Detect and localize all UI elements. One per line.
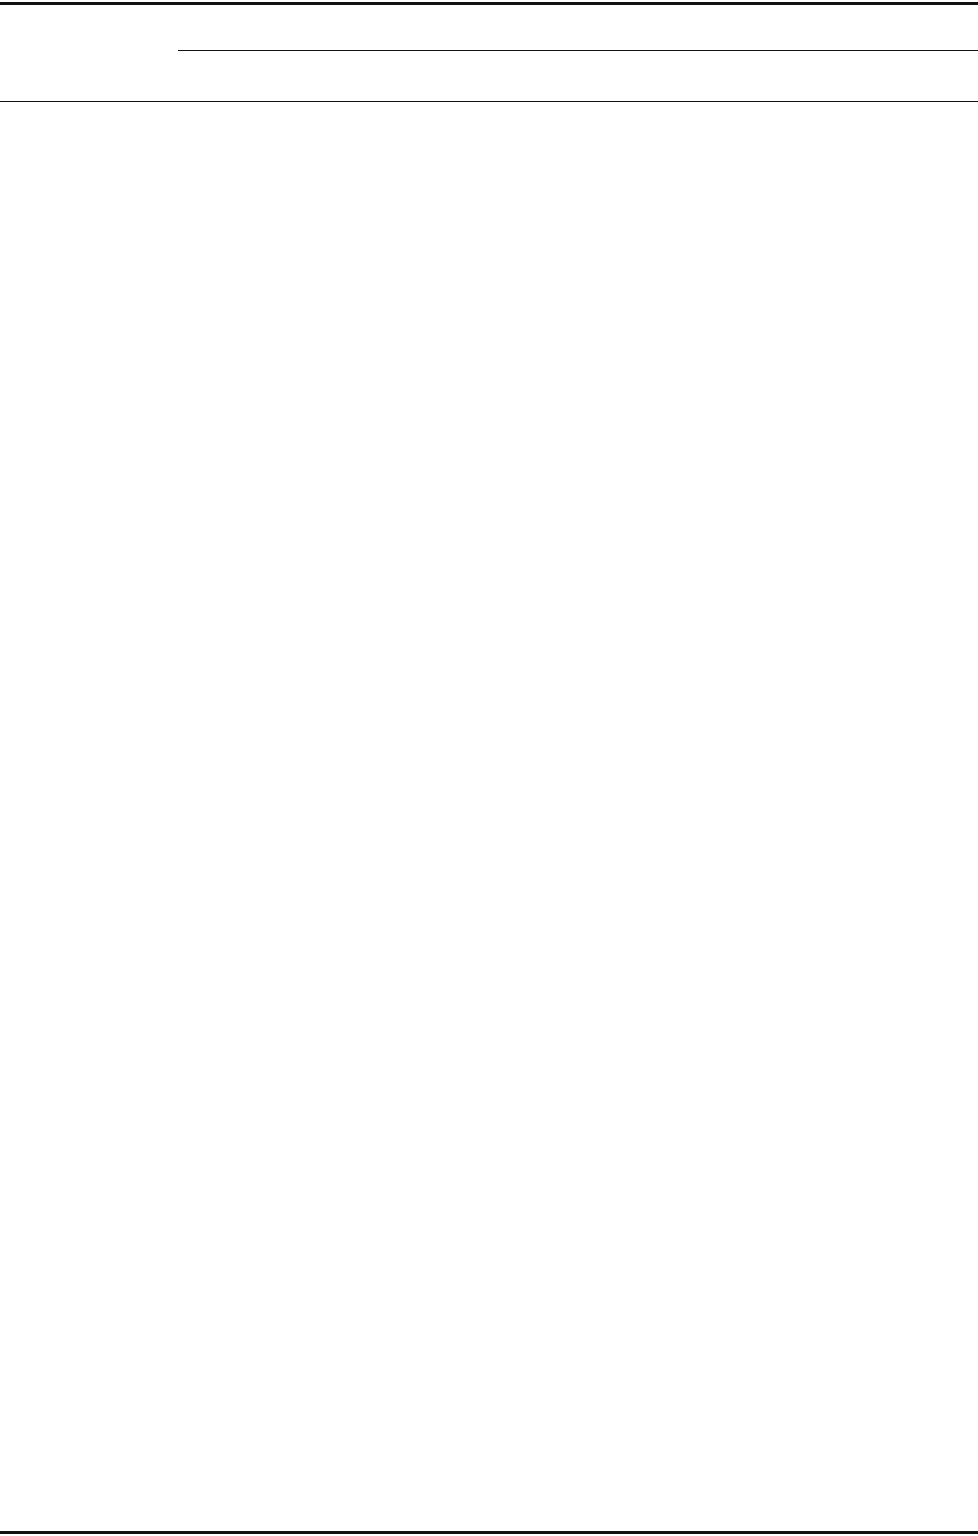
group-rule [178, 50, 978, 51]
bottom-rule [0, 1531, 978, 1534]
top-rule [0, 2, 978, 5]
header-rule [0, 101, 978, 102]
